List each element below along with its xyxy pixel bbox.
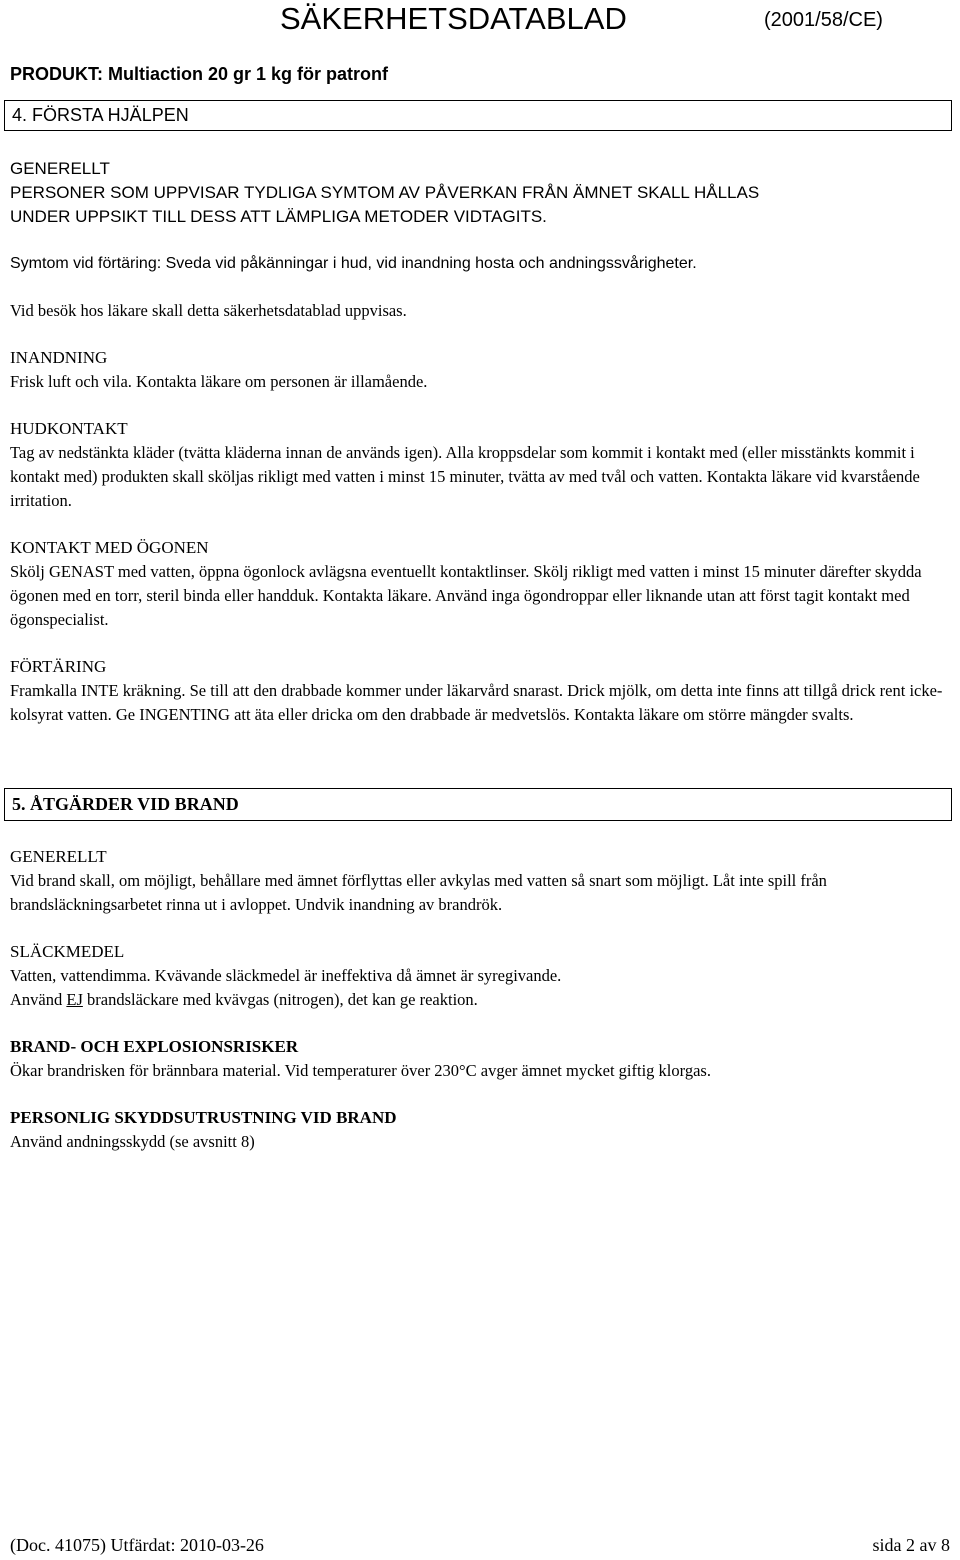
inhalation-block bbox=[10, 346, 955, 394]
general-line-1: PERSONER SOM UPPVISAR TYDLIGA SYMTOM AV PÅVERKAN FRÅN ÄMNET SKALL HÅLLAS bbox=[10, 183, 760, 202]
section-4-header bbox=[4, 100, 952, 131]
extinguishing-block bbox=[10, 940, 955, 1012]
symptoms-block bbox=[10, 252, 955, 276]
general-heading: GENERELLT bbox=[10, 159, 110, 178]
symptoms-text: Symtom vid förtäring: Sveda vid påkänningar i hud, vid inandning hosta och andningssvårigheter. bbox=[10, 255, 697, 272]
eyes-block bbox=[10, 536, 955, 632]
extinguishing-line-1: Vatten, vattendimma. Kvävande släckmedel är ineffektiva då ämnet är syregivande. bbox=[10, 966, 562, 985]
doctor-text: Vid besök hos läkare skall detta säkerhetsdatablad uppvisas. bbox=[10, 301, 407, 320]
ingestion-heading: FÖRTÄRING bbox=[10, 657, 107, 676]
ingestion-block bbox=[10, 655, 955, 727]
directive-code: (2001/58/CE) bbox=[764, 9, 883, 31]
inhalation-heading: INANDNING bbox=[10, 348, 108, 367]
section-4-title: 4. FÖRSTA HJÄLPEN bbox=[12, 105, 189, 125]
fire-general-block bbox=[10, 845, 955, 917]
fire-general-heading: GENERELLT bbox=[10, 847, 107, 866]
ingestion-text: Framkalla INTE kräkning. Se till att den drabbade kommer under läkarvård snarast. Drick mjölk, om detta inte finns att tillgå drick rent icke-kolsyrat vatten. Ge INGENTING att äta eller dricka om den drabbade är medvetslös. Kontakta läkare om större mängder svalts. bbox=[10, 681, 943, 724]
inhalation-text: Frisk luft och vila. Kontakta läkare om personen är illamående. bbox=[10, 372, 428, 391]
fire-risks-block bbox=[10, 1035, 955, 1083]
extinguishing-line-2-pre: Använd bbox=[10, 990, 67, 1009]
section-4-content bbox=[10, 157, 955, 750]
fire-general-text: Vid brand skall, om möjligt, behållare med ämnet förflyttas eller avkylas med vatten så snart som möjligt. Låt inte spill från brandsläckningsarbetet rinna ut i avloppet. Undvik inandning av brandrök. bbox=[10, 871, 827, 914]
extinguishing-line-2 bbox=[10, 988, 955, 1012]
ppe-heading: PERSONLIG SKYDDSUTRUSTNING VID BRAND bbox=[10, 1108, 397, 1127]
product-name: PRODUKT: Multiaction 20 gr 1 kg för patronf bbox=[10, 64, 389, 84]
eyes-text: Skölj GENAST med vatten, öppna ögonlock avlägsna eventuellt kontaktlinser. Skölj rikligt med vatten i minst 15 minuter därefter skydda ögonen med en torr, steril binda eller handduk. Kontakta läkare. Använd inga ögondroppar eller liknande utan att först tagit kontakt med ögonspecialist. bbox=[10, 562, 922, 629]
fire-risks-text: Ökar brandrisken för brännbara material. Vid temperaturer över 230°C avger ämnet mycket giftig klorgas. bbox=[10, 1061, 711, 1080]
section-5-header bbox=[4, 788, 952, 821]
ppe-text: Använd andningsskydd (se avsnitt 8) bbox=[10, 1132, 255, 1151]
extinguishing-heading: SLÄCKMEDEL bbox=[10, 942, 125, 961]
skin-text: Tag av nedstänkta kläder (tvätta kläderna innan de används igen). Alla kroppsdelar som kommit i kontakt med (eller misstänkts kommit i kontakt med) produkten skall sköljas rikligt med vatten i minst 15 minuter, tvätta av med tvål och vatten. Kontakta läkare vid kvarstående irritation. bbox=[10, 443, 920, 510]
skin-block bbox=[10, 417, 955, 513]
doctor-block bbox=[10, 299, 955, 323]
section-5-title: 5. ÅTGÄRDER VID BRAND bbox=[12, 794, 239, 814]
eyes-heading: KONTAKT MED ÖGONEN bbox=[10, 538, 209, 557]
extinguishing-emphasis: EJ bbox=[66, 990, 83, 1009]
general-line-2: UNDER UPPSIKT TILL DESS ATT LÄMPLIGA METODER VIDTAGITS. bbox=[10, 207, 547, 226]
footer-document-info: (Doc. 41075) Utfärdat: 2010-03-26 bbox=[10, 1535, 264, 1555]
document-title: SÄKERHETSDATABLAD bbox=[280, 1, 627, 36]
skin-heading: HUDKONTAKT bbox=[10, 419, 128, 438]
fire-risks-heading: BRAND- OCH EXPLOSIONSRISKER bbox=[10, 1037, 299, 1056]
ppe-block bbox=[10, 1106, 955, 1154]
section-5-content bbox=[10, 845, 955, 1177]
general-block bbox=[10, 157, 955, 229]
footer-page-number: sida 2 av 8 bbox=[872, 1535, 950, 1555]
extinguishing-line-2-post: brandsläckare med kvävgas (nitrogen), det kan ge reaktion. bbox=[82, 990, 478, 1009]
